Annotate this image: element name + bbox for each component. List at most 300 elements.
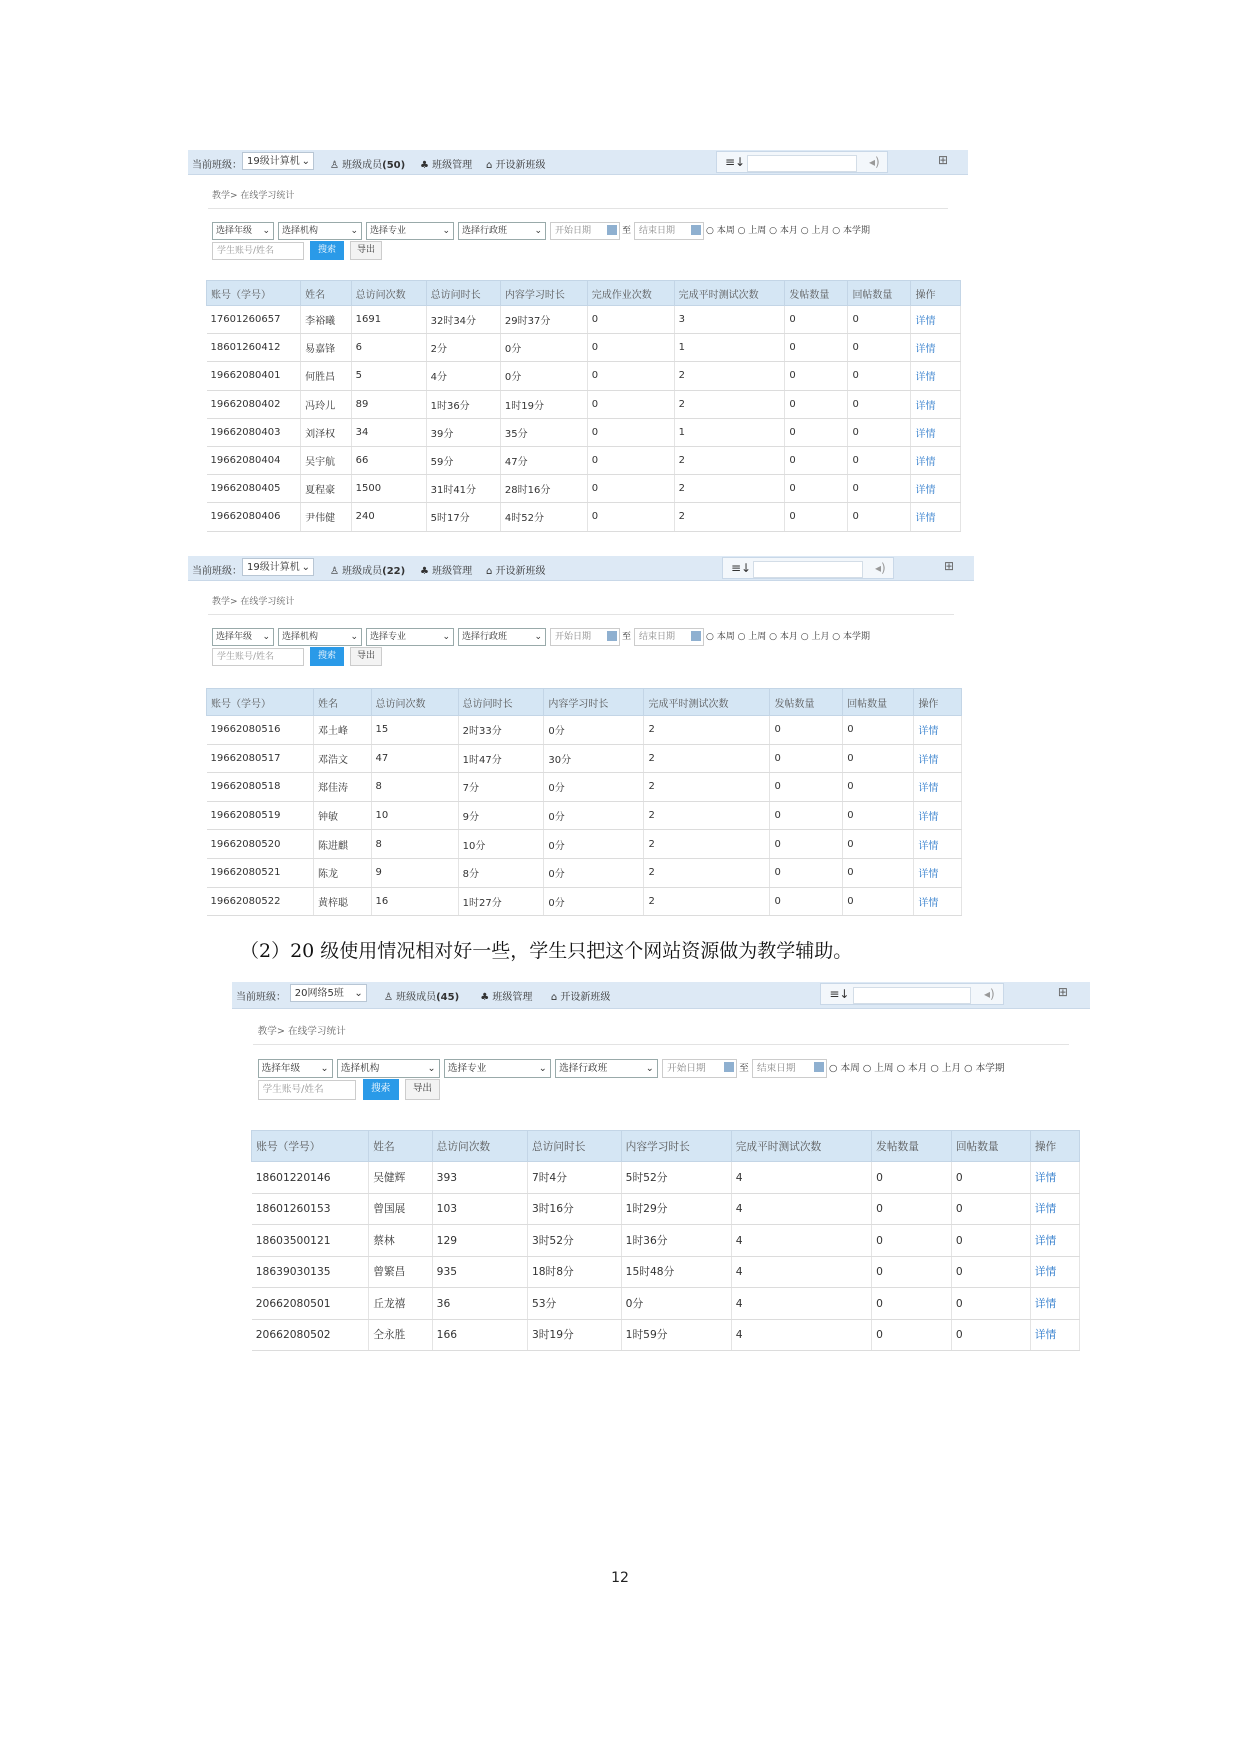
table-cell: 240	[351, 503, 426, 531]
column-header: 姓名	[369, 1131, 432, 1162]
table-cell: 2	[644, 830, 770, 859]
table-cell: 9分	[458, 801, 544, 830]
grid-icon[interactable]: ⊞	[1057, 985, 1068, 999]
table-cell: 2	[644, 801, 770, 830]
manage-label: 班级管理	[432, 566, 473, 577]
table-cell: 129	[432, 1225, 527, 1257]
details-cell	[911, 446, 961, 474]
details-cell	[911, 334, 961, 362]
major-select[interactable]	[366, 628, 454, 646]
table-cell: 1时29分	[621, 1193, 731, 1225]
grade-select[interactable]	[212, 628, 274, 646]
details-link[interactable]: 详情	[915, 428, 936, 440]
stats-panel	[188, 150, 968, 540]
chevron-down-icon: ⌄	[301, 562, 310, 573]
column-header: 总访问次数	[432, 1131, 527, 1162]
details-cell	[1030, 1288, 1079, 1320]
page-number: 12	[611, 1570, 629, 1586]
org-select[interactable]	[278, 628, 362, 646]
export-button[interactable]: 导出	[405, 1079, 439, 1099]
table-row	[252, 1319, 1080, 1351]
column-header: 完成平时测试次数	[731, 1131, 871, 1162]
table-cell: 66	[351, 446, 426, 474]
stats-table-head	[207, 689, 962, 716]
table-cell: 5时52分	[621, 1162, 731, 1194]
table-cell: 0	[951, 1288, 1030, 1320]
student-search-input[interactable]	[212, 648, 304, 666]
table-cell: 1时59分	[621, 1319, 731, 1351]
sort-icon[interactable]: ≡↓	[731, 561, 752, 575]
table-cell: 吴宇航	[301, 446, 351, 474]
table-row	[207, 830, 962, 859]
table-cell: 0分	[500, 334, 587, 362]
class-select-value: 19级计算机	[247, 562, 300, 573]
table-cell: 0分	[621, 1288, 731, 1320]
class-select[interactable]	[242, 152, 314, 170]
table-cell: 59分	[426, 446, 500, 474]
table-cell: 0	[770, 830, 843, 859]
table-row	[207, 773, 962, 802]
table-cell: 19662080521	[207, 858, 314, 887]
chevron-down-icon: ⌄	[262, 226, 270, 236]
table-row	[207, 306, 961, 334]
table-cell: 30分	[544, 744, 644, 773]
search-button[interactable]: 搜索	[363, 1079, 399, 1099]
table-cell: 10分	[458, 830, 544, 859]
class-manage-link[interactable]	[420, 156, 472, 171]
table-row	[252, 1256, 1080, 1288]
column-header: 回帖数量	[843, 689, 914, 716]
stats-table	[206, 688, 962, 916]
sort-icon[interactable]: ≡↓	[725, 155, 746, 169]
table-cell: 32时34分	[426, 306, 500, 334]
table-cell: 34	[351, 418, 426, 446]
details-link[interactable]: 详情	[918, 840, 939, 852]
admin-class-select[interactable]	[458, 628, 546, 646]
toolbar-search-input[interactable]	[853, 987, 971, 1004]
details-link[interactable]: 详情	[1034, 1328, 1057, 1342]
table-cell: 2	[674, 503, 785, 531]
table-cell: 何胜昌	[301, 362, 351, 390]
table-cell: 2时33分	[458, 716, 544, 745]
class-toolbar	[232, 982, 1090, 1009]
period-radio-group[interactable]: ○ 本周 ○ 上周 ○ 本月 ○ 上月 ○ 本学期	[706, 226, 871, 236]
user-icon: ♙	[330, 566, 343, 577]
grade-select-value: 选择年级	[261, 1063, 301, 1075]
table-cell: 17601260657	[207, 306, 301, 334]
details-link[interactable]: 详情	[1034, 1296, 1057, 1310]
stats-table-head	[207, 281, 961, 306]
column-header: 回帖数量	[848, 281, 911, 306]
table-cell: 0	[587, 362, 674, 390]
table-cell: 2	[644, 858, 770, 887]
calendar-icon	[724, 1062, 734, 1072]
table-cell: 1时27分	[458, 887, 544, 916]
details-link[interactable]: 详情	[918, 897, 939, 909]
table-row	[252, 1288, 1080, 1320]
grade-select-value: 选择年级	[216, 632, 253, 642]
org-select[interactable]	[278, 222, 362, 240]
export-button[interactable]: 导出	[350, 647, 382, 666]
details-cell	[911, 362, 961, 390]
table-cell: 0分	[544, 858, 644, 887]
members-count: (45)	[436, 992, 460, 1003]
details-link[interactable]: 详情	[915, 400, 936, 412]
table-cell: 20662080502	[252, 1319, 369, 1351]
table-row	[207, 390, 961, 418]
column-header: 发帖数量	[770, 689, 843, 716]
table-cell: 4	[731, 1193, 871, 1225]
major-select[interactable]	[366, 222, 454, 240]
breadcrumb-divider	[208, 208, 948, 209]
table-cell: 7时4分	[527, 1162, 621, 1194]
table-row	[207, 887, 962, 916]
details-link[interactable]: 详情	[915, 372, 936, 384]
column-header: 内容学习时长	[621, 1131, 731, 1162]
speaker-icon[interactable]: ◂)	[983, 987, 995, 1001]
details-cell	[914, 830, 962, 859]
toolbar-search-input[interactable]	[753, 561, 863, 578]
major-select[interactable]	[444, 1059, 551, 1078]
details-link[interactable]: 详情	[918, 783, 939, 795]
search-button[interactable]: 搜索	[310, 647, 344, 666]
table-cell: 4	[731, 1256, 871, 1288]
table-cell: 2	[674, 446, 785, 474]
admin-class-select[interactable]	[458, 222, 546, 240]
end-date-input[interactable]	[634, 222, 704, 240]
table-cell: 53分	[527, 1288, 621, 1320]
table-cell: 29时37分	[500, 306, 587, 334]
table-row	[207, 503, 961, 531]
table-cell: 7分	[458, 773, 544, 802]
table-row	[252, 1162, 1080, 1194]
details-cell	[1030, 1162, 1079, 1194]
table-cell: 2	[644, 887, 770, 916]
table-cell: 19662080520	[207, 830, 314, 859]
table-row	[207, 362, 961, 390]
new-class-label: 开设新班级	[495, 566, 546, 577]
class-manage-link[interactable]	[480, 988, 532, 1003]
table-cell: 15时48分	[621, 1256, 731, 1288]
table-row	[207, 716, 962, 745]
period-radio-group[interactable]: ○ 本周 ○ 上周 ○ 本月 ○ 上月 ○ 本学期	[706, 632, 871, 642]
start-date-input[interactable]	[550, 628, 620, 646]
chevron-down-icon: ⌄	[538, 1063, 547, 1075]
start-date-placeholder: 开始日期	[555, 226, 592, 236]
user-icon: ♙	[330, 160, 343, 171]
grade-select[interactable]	[212, 222, 274, 240]
org-select[interactable]	[337, 1059, 440, 1078]
class-members-link[interactable]	[330, 156, 405, 171]
table-cell: 0分	[544, 716, 644, 745]
details-cell	[911, 475, 961, 503]
class-select[interactable]	[290, 984, 367, 1002]
table-cell: 39分	[426, 418, 500, 446]
table-cell: 易嘉锋	[301, 334, 351, 362]
table-cell: 19662080405	[207, 475, 301, 503]
admin-class-select[interactable]	[555, 1059, 658, 1078]
chevron-down-icon: ⌄	[442, 226, 450, 236]
column-header: 账号（学号）	[207, 281, 301, 306]
table-row	[207, 744, 962, 773]
column-header: 总访问时长	[458, 689, 544, 716]
table-cell: 8	[371, 830, 458, 859]
table-cell: 0	[951, 1225, 1030, 1257]
table-cell: 18601220146	[252, 1162, 369, 1194]
table-cell: 18601260153	[252, 1193, 369, 1225]
stats-table	[206, 280, 961, 532]
table-cell: 邓浩文	[314, 744, 372, 773]
table-cell: 1时19分	[500, 390, 587, 418]
table-cell: 2	[644, 744, 770, 773]
column-header: 完成平时测试次数	[644, 689, 770, 716]
details-cell	[1030, 1319, 1079, 1351]
table-cell: 0	[770, 858, 843, 887]
table-cell: 1	[674, 334, 785, 362]
column-header: 完成作业次数	[587, 281, 674, 306]
table-cell: 0	[770, 773, 843, 802]
end-date-placeholder: 结束日期	[639, 226, 676, 236]
grid-icon[interactable]: ⊞	[938, 153, 949, 167]
end-date-placeholder: 结束日期	[639, 632, 676, 642]
column-header: 总访问时长	[426, 281, 500, 306]
grid-icon[interactable]: ⊞	[944, 559, 955, 573]
table-cell: 0分	[544, 773, 644, 802]
table-cell: 冯玲儿	[301, 390, 351, 418]
details-link[interactable]: 详情	[918, 754, 939, 766]
table-cell: 0	[770, 716, 843, 745]
table-cell: 仝永胜	[369, 1319, 432, 1351]
details-link[interactable]: 详情	[1034, 1233, 1057, 1247]
new-class-link[interactable]	[551, 988, 611, 1003]
table-cell: 尹伟健	[301, 503, 351, 531]
date-range-separator: 至	[622, 632, 632, 642]
table-cell: 0	[587, 306, 674, 334]
manage-label: 班级管理	[432, 160, 473, 171]
table-cell: 0分	[544, 830, 644, 859]
start-date-input[interactable]	[550, 222, 620, 240]
table-cell: 16	[371, 887, 458, 916]
table-cell: 0	[587, 418, 674, 446]
sort-area	[820, 983, 1004, 1005]
table-cell: 3	[674, 306, 785, 334]
sort-area	[716, 151, 888, 173]
details-link[interactable]: 详情	[915, 457, 936, 469]
table-cell: 19662080404	[207, 446, 301, 474]
table-cell: 0	[951, 1162, 1030, 1194]
details-link[interactable]: 详情	[1034, 1170, 1057, 1184]
table-cell: 4	[731, 1288, 871, 1320]
table-cell: 0	[848, 390, 911, 418]
table-cell: 0	[848, 503, 911, 531]
sort-icon[interactable]: ≡↓	[829, 987, 850, 1001]
class-select[interactable]	[242, 558, 314, 576]
toolbar-search-input[interactable]	[747, 155, 857, 172]
table-cell: 1	[674, 418, 785, 446]
table-cell: 0	[785, 418, 848, 446]
column-header: 发帖数量	[872, 1131, 952, 1162]
new-class-link[interactable]	[486, 562, 546, 577]
details-cell	[914, 773, 962, 802]
start-date-placeholder: 开始日期	[667, 1063, 706, 1075]
body-caption: （2）20 级使用情况相对好一些，学生只把这个网站资源做为教学辅助。	[240, 940, 853, 962]
speaker-icon[interactable]: ◂)	[869, 155, 880, 169]
class-manage-link[interactable]	[420, 562, 472, 577]
table-cell: 0	[872, 1256, 952, 1288]
chevron-down-icon: ⌄	[350, 226, 358, 236]
class-toolbar	[188, 150, 968, 175]
details-cell	[911, 503, 961, 531]
breadcrumb: 教学> 在线学习统计	[212, 191, 295, 201]
table-row	[207, 418, 961, 446]
table-cell: 2	[674, 390, 785, 418]
table-row	[207, 858, 962, 887]
table-cell: 0	[951, 1193, 1030, 1225]
date-range-separator: 至	[739, 1063, 749, 1075]
table-cell: 0	[848, 306, 911, 334]
details-link[interactable]: 详情	[915, 513, 936, 525]
table-cell: 8	[371, 773, 458, 802]
calendar-icon	[814, 1062, 824, 1072]
table-cell: 166	[432, 1319, 527, 1351]
end-date-input[interactable]	[634, 628, 704, 646]
table-cell: 0	[843, 830, 914, 859]
table-cell: 103	[432, 1193, 527, 1225]
table-cell: 0	[843, 858, 914, 887]
start-date-placeholder: 开始日期	[555, 632, 592, 642]
student-search-input[interactable]	[212, 242, 304, 260]
table-cell: 47	[371, 744, 458, 773]
new-class-link[interactable]	[486, 156, 546, 171]
end-date-input[interactable]	[752, 1059, 827, 1078]
table-cell: 0	[848, 362, 911, 390]
manage-label: 班级管理	[492, 992, 533, 1003]
table-row	[207, 475, 961, 503]
grade-select[interactable]	[258, 1059, 333, 1078]
table-cell: 0	[587, 475, 674, 503]
column-header: 姓名	[314, 689, 372, 716]
table-cell: 刘泽权	[301, 418, 351, 446]
org-chart-icon: ♣	[420, 566, 433, 577]
table-cell: 0	[872, 1162, 952, 1194]
table-cell: 4	[731, 1162, 871, 1194]
date-range-separator: 至	[622, 226, 632, 236]
table-cell: 0	[785, 446, 848, 474]
table-cell: 19662080519	[207, 801, 314, 830]
table-cell: 19662080522	[207, 887, 314, 916]
table-cell: 吴健辉	[369, 1162, 432, 1194]
table-cell: 19662080518	[207, 773, 314, 802]
chevron-down-icon: ⌄	[534, 632, 542, 642]
chevron-down-icon: ⌄	[645, 1063, 654, 1075]
table-cell: 0	[848, 446, 911, 474]
details-cell	[1030, 1225, 1079, 1257]
export-button[interactable]: 导出	[350, 241, 382, 260]
table-cell: 2	[644, 716, 770, 745]
details-cell	[914, 887, 962, 916]
org-select-value: 选择机构	[340, 1063, 380, 1075]
chevron-down-icon: ⌄	[354, 988, 363, 999]
table-cell: 15	[371, 716, 458, 745]
table-cell: 0	[587, 334, 674, 362]
class-members-link[interactable]	[384, 988, 459, 1003]
class-members-link[interactable]	[330, 562, 405, 577]
table-cell: 3时16分	[527, 1193, 621, 1225]
table-cell: 10	[371, 801, 458, 830]
start-date-input[interactable]	[662, 1059, 737, 1078]
table-cell: 3时52分	[527, 1225, 621, 1257]
table-cell: 5时17分	[426, 503, 500, 531]
table-cell: 4	[731, 1319, 871, 1351]
breadcrumb-divider	[253, 1044, 1068, 1045]
org-select-value: 选择机构	[282, 226, 319, 236]
table-cell: 31时41分	[426, 475, 500, 503]
table-cell: 5	[351, 362, 426, 390]
table-cell: 0	[872, 1319, 952, 1351]
chevron-down-icon: ⌄	[301, 156, 310, 167]
chevron-down-icon: ⌄	[350, 632, 358, 642]
column-header: 总访问次数	[351, 281, 426, 306]
details-link[interactable]: 详情	[915, 316, 936, 328]
table-cell: 18639030135	[252, 1256, 369, 1288]
column-header: 账号（学号）	[252, 1131, 369, 1162]
details-link[interactable]: 详情	[918, 869, 939, 881]
column-header: 回帖数量	[951, 1131, 1030, 1162]
details-link[interactable]: 详情	[915, 485, 936, 497]
table-cell: 0	[872, 1193, 952, 1225]
details-link[interactable]: 详情	[1034, 1265, 1057, 1279]
table-cell: 0	[770, 744, 843, 773]
calendar-icon	[607, 631, 617, 641]
members-label: 班级成员	[396, 992, 437, 1003]
table-cell: 8分	[458, 858, 544, 887]
table-cell: 19662080403	[207, 418, 301, 446]
table-cell: 0	[951, 1256, 1030, 1288]
details-link[interactable]: 详情	[915, 344, 936, 356]
table-cell: 邓土峰	[314, 716, 372, 745]
table-cell: 18时8分	[527, 1256, 621, 1288]
table-cell: 0	[587, 390, 674, 418]
table-cell: 李裕曦	[301, 306, 351, 334]
members-label: 班级成员	[342, 160, 383, 171]
table-row	[207, 801, 962, 830]
graduation-icon: ⌂	[486, 160, 496, 171]
student-search-input[interactable]	[258, 1080, 356, 1099]
column-header: 总访问次数	[371, 689, 458, 716]
period-radio-group[interactable]: ○ 本周 ○ 上周 ○ 本月 ○ 上月 ○ 本学期	[829, 1063, 1005, 1075]
table-cell: 0	[587, 503, 674, 531]
details-cell	[914, 744, 962, 773]
speaker-icon[interactable]: ◂)	[875, 561, 886, 575]
current-class-label: 当前班级：	[192, 566, 242, 577]
details-link[interactable]: 详情	[918, 812, 939, 824]
column-header: 姓名	[301, 281, 351, 306]
class-select-value: 20网络5班	[294, 988, 344, 999]
table-cell: 钟敏	[314, 801, 372, 830]
breadcrumb-divider	[208, 614, 954, 615]
details-link[interactable]: 详情	[1034, 1202, 1057, 1216]
stats-table	[251, 1130, 1080, 1351]
new-class-label: 开设新班级	[495, 160, 546, 171]
table-cell: 0	[785, 362, 848, 390]
student-search-placeholder: 学生账号/姓名	[217, 652, 275, 662]
details-link[interactable]: 详情	[918, 726, 939, 738]
table-row	[207, 334, 961, 362]
table-cell: 0	[785, 503, 848, 531]
search-button[interactable]: 搜索	[310, 241, 344, 260]
chevron-down-icon: ⌄	[427, 1063, 436, 1075]
table-cell: 0	[951, 1319, 1030, 1351]
